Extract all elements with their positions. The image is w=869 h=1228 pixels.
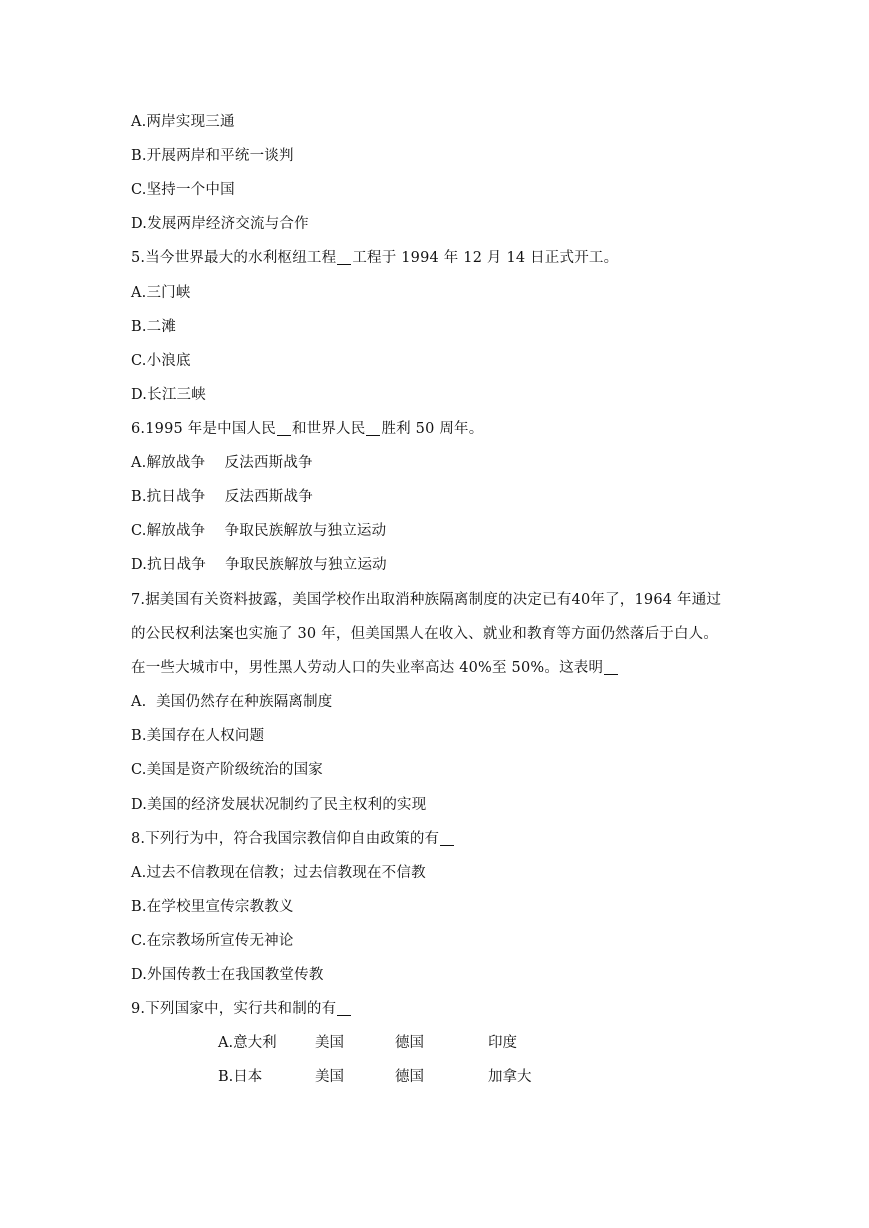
q7-option-d: D.美国的经济发展状况制约了民主权利的实现 (131, 797, 427, 813)
q9-option-b-country-3: 德国 (395, 1069, 424, 1085)
q4-option-d: D.发展两岸经济交流与合作 (131, 216, 309, 232)
q8-option-d: D.外国传教士在我国教堂传教 (131, 967, 324, 983)
q9-option-b-country-2: 美国 (315, 1069, 344, 1085)
q9-stem (131, 999, 352, 1019)
q8-stem (131, 829, 455, 849)
q5-stem (131, 248, 618, 268)
q4-option-b: B.开展两岸和平统一谈判 (131, 148, 294, 164)
answer-blank (440, 844, 454, 846)
answer-blank (337, 1014, 351, 1016)
q4-option-a: A.两岸实现三通 (131, 114, 235, 130)
q7-option-b: B.美国存在人权问题 (131, 728, 265, 744)
q9-option-a-country-1: A.意大利 (218, 1035, 277, 1051)
q6-option-a: A.解放战争 反法西斯战争 (131, 455, 313, 471)
q6-option-b: B.抗日战争 反法西斯战争 (131, 489, 313, 505)
q6-stem-part2: 和世界人民 (291, 421, 366, 437)
q9-option-b-country-4: 加拿大 (488, 1069, 532, 1085)
q7-option-a: A. 美国仍然存在种族隔离制度 (131, 694, 333, 710)
answer-blank (277, 434, 291, 436)
q5-option-d: D.长江三峡 (131, 387, 206, 403)
q7-option-c: C.美国是资产阶级统治的国家 (131, 762, 323, 778)
q7-stem-line3 (131, 658, 619, 678)
q7-stem-line3-text: 在一些大城市中，男性黑人劳动人口的失业率高达 40%至 50%。这表明 (131, 660, 604, 676)
answer-blank (366, 434, 380, 436)
q8-option-c: C.在宗教场所宣传无神论 (131, 933, 294, 949)
q9-option-a-country-3: 德国 (395, 1035, 424, 1051)
q6-stem (131, 419, 483, 439)
q4-option-c: C.坚持一个中国 (131, 182, 235, 198)
q6-option-d: D.抗日战争 争取民族解放与独立运动 (131, 557, 387, 573)
q9-option-b-country-1: B.日本 (218, 1069, 263, 1085)
q7-stem-line1: 7.据美国有关资料披露，美国学校作出取消种族隔离制度的决定已有40年了，1964 年通过 (131, 592, 722, 608)
answer-blank (337, 263, 351, 265)
q5-stem-after: 工程于 1994 年 12 月 14 日正式开工。 (352, 250, 619, 266)
answer-blank (604, 673, 618, 675)
q6-stem-part3: 胜利 50 周年。 (381, 421, 484, 437)
q8-option-a: A.过去不信教现在信教；过去信教现在不信教 (131, 865, 426, 881)
q8-option-b: B.在学校里宣传宗教教义 (131, 899, 294, 915)
q9-option-a-country-2: 美国 (315, 1035, 344, 1051)
q7-stem-line2: 的公民权利法案也实施了 30 年，但美国黑人在收入、就业和教育等方面仍然落后于白人。 (131, 626, 719, 642)
q9-option-a-country-4: 印度 (488, 1035, 517, 1051)
q9-option-b (218, 1067, 532, 1187)
q6-stem-part1: 6.1995 年是中国人民 (131, 421, 276, 437)
q9-stem-text: 9.下列国家中，实行共和制的有 (131, 1001, 337, 1017)
q5-option-c: C.小浪底 (131, 353, 191, 369)
q5-option-b: B.二滩 (131, 319, 177, 335)
q5-stem-before: 5.当今世界最大的水利枢纽工程 (131, 250, 337, 266)
q8-stem-text: 8.下列行为中，符合我国宗教信仰自由政策的有 (131, 831, 440, 847)
q5-option-a: A.三门峡 (131, 285, 191, 301)
q6-option-c: C.解放战争 争取民族解放与独立运动 (131, 523, 387, 539)
